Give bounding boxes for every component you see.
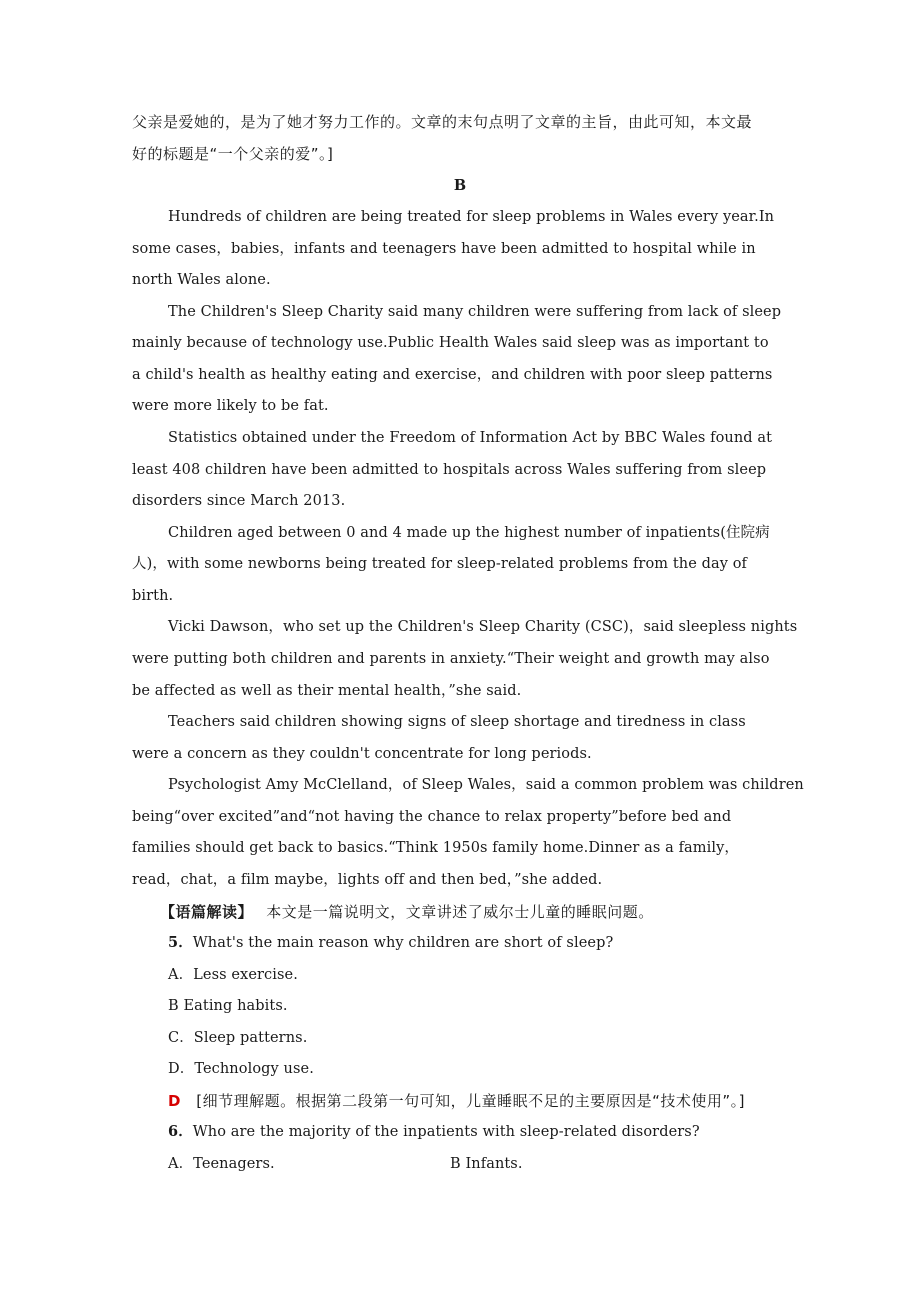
section-heading: B bbox=[453, 177, 467, 194]
passage-line: Psychologist Amy McClelland，of Sleep Wales，said a common problem was children bbox=[168, 777, 804, 793]
passage-line: families should get back to basics.“Think 1950s family home.Dinner as a family， bbox=[132, 840, 739, 856]
passage-line: 人)，with some newborns being treated for sleep-related problems from the day of bbox=[132, 556, 748, 572]
question-5-option-b: B Eating habits. bbox=[168, 998, 288, 1014]
question-5-explanation: [细节理解题。根据第二段第一句可知，儿童睡眠不足的主要原因是“技术使用”。] bbox=[196, 1092, 745, 1110]
question-6 bbox=[168, 1122, 700, 1142]
passage-line: least 408 children have been admitted to hospitals across Wales suffering from sleep bbox=[132, 462, 767, 478]
question-6-options-row bbox=[168, 1154, 768, 1174]
reading-note bbox=[160, 902, 654, 922]
question-6-number: 6． bbox=[168, 1123, 193, 1140]
question-6-option-a: A．Teenagers. bbox=[168, 1156, 275, 1172]
passage-line: The Children's Sleep Charity said many children were suffering from lack of sleep bbox=[168, 304, 782, 320]
prev-explanation-line-1: 父亲是爱她的，是为了她才努力工作的。文章的末句点明了文章的主旨，由此可知，本文最 bbox=[132, 113, 753, 131]
passage-line: were a concern as they couldn't concentrate for long periods. bbox=[132, 746, 592, 762]
question-5-number: 5． bbox=[168, 934, 193, 951]
passage-line: be affected as well as their mental health，”she said. bbox=[132, 683, 522, 699]
passage-line: a child's health as healthy eating and exercise，and children with poor sleep patterns bbox=[132, 367, 773, 383]
passage-line: mainly because of technology use.Public Health Wales said sleep was as important to bbox=[132, 335, 769, 351]
passage-line: birth. bbox=[132, 588, 174, 604]
question-5-option-c: C．Sleep patterns. bbox=[168, 1030, 308, 1046]
question-6-text: Who are the majority of the inpatients with sleep-related disorders? bbox=[192, 1124, 700, 1140]
question-5-answer bbox=[168, 1091, 745, 1111]
passage-line: Hundreds of children are being treated for sleep problems in Wales every year.In bbox=[168, 209, 775, 225]
prev-explanation-line-2: 好的标题是“一个父亲的爱”。] bbox=[132, 145, 334, 163]
passage-line: some cases，babies，infants and teenagers have been admitted to hospital while in bbox=[132, 241, 756, 257]
passage-line: being“over excited”and“not having the chance to relax property”before bed and bbox=[132, 809, 732, 825]
question-5-answer-letter: D bbox=[168, 1092, 181, 1110]
passage-line: Children aged between 0 and 4 made up the highest number of inpatients(住院病 bbox=[168, 525, 770, 541]
reading-note-text: 本文是一篇说明文，文章讲述了威尔士儿童的睡眠问题。 bbox=[266, 903, 654, 921]
passage-line: read，chat，a film maybe，lights off and then bed，”she added. bbox=[132, 872, 603, 888]
question-5-option-a: A．Less exercise. bbox=[168, 967, 298, 983]
question-5 bbox=[168, 933, 613, 953]
passage-line: Vicki Dawson，who set up the Children's Sleep Charity (CSC)，said sleepless nights bbox=[168, 619, 798, 635]
question-5-option-d: D．Technology use. bbox=[168, 1061, 314, 1077]
passage-line: north Wales alone. bbox=[132, 272, 271, 288]
reading-note-label: 【语篇解读】 bbox=[160, 903, 254, 921]
question-6-option-b: B Infants. bbox=[450, 1156, 523, 1172]
passage-line: Statistics obtained under the Freedom of Information Act by BBC Wales found at bbox=[168, 430, 773, 446]
passage-line: were putting both children and parents in anxiety.“Their weight and growth may also bbox=[132, 651, 770, 667]
question-5-text: What's the main reason why children are short of sleep? bbox=[192, 935, 614, 951]
passage-line: were more likely to be fat. bbox=[132, 398, 329, 414]
passage-line: disorders since March 2013. bbox=[132, 493, 346, 509]
passage-line: Teachers said children showing signs of sleep shortage and tiredness in class bbox=[168, 714, 746, 730]
